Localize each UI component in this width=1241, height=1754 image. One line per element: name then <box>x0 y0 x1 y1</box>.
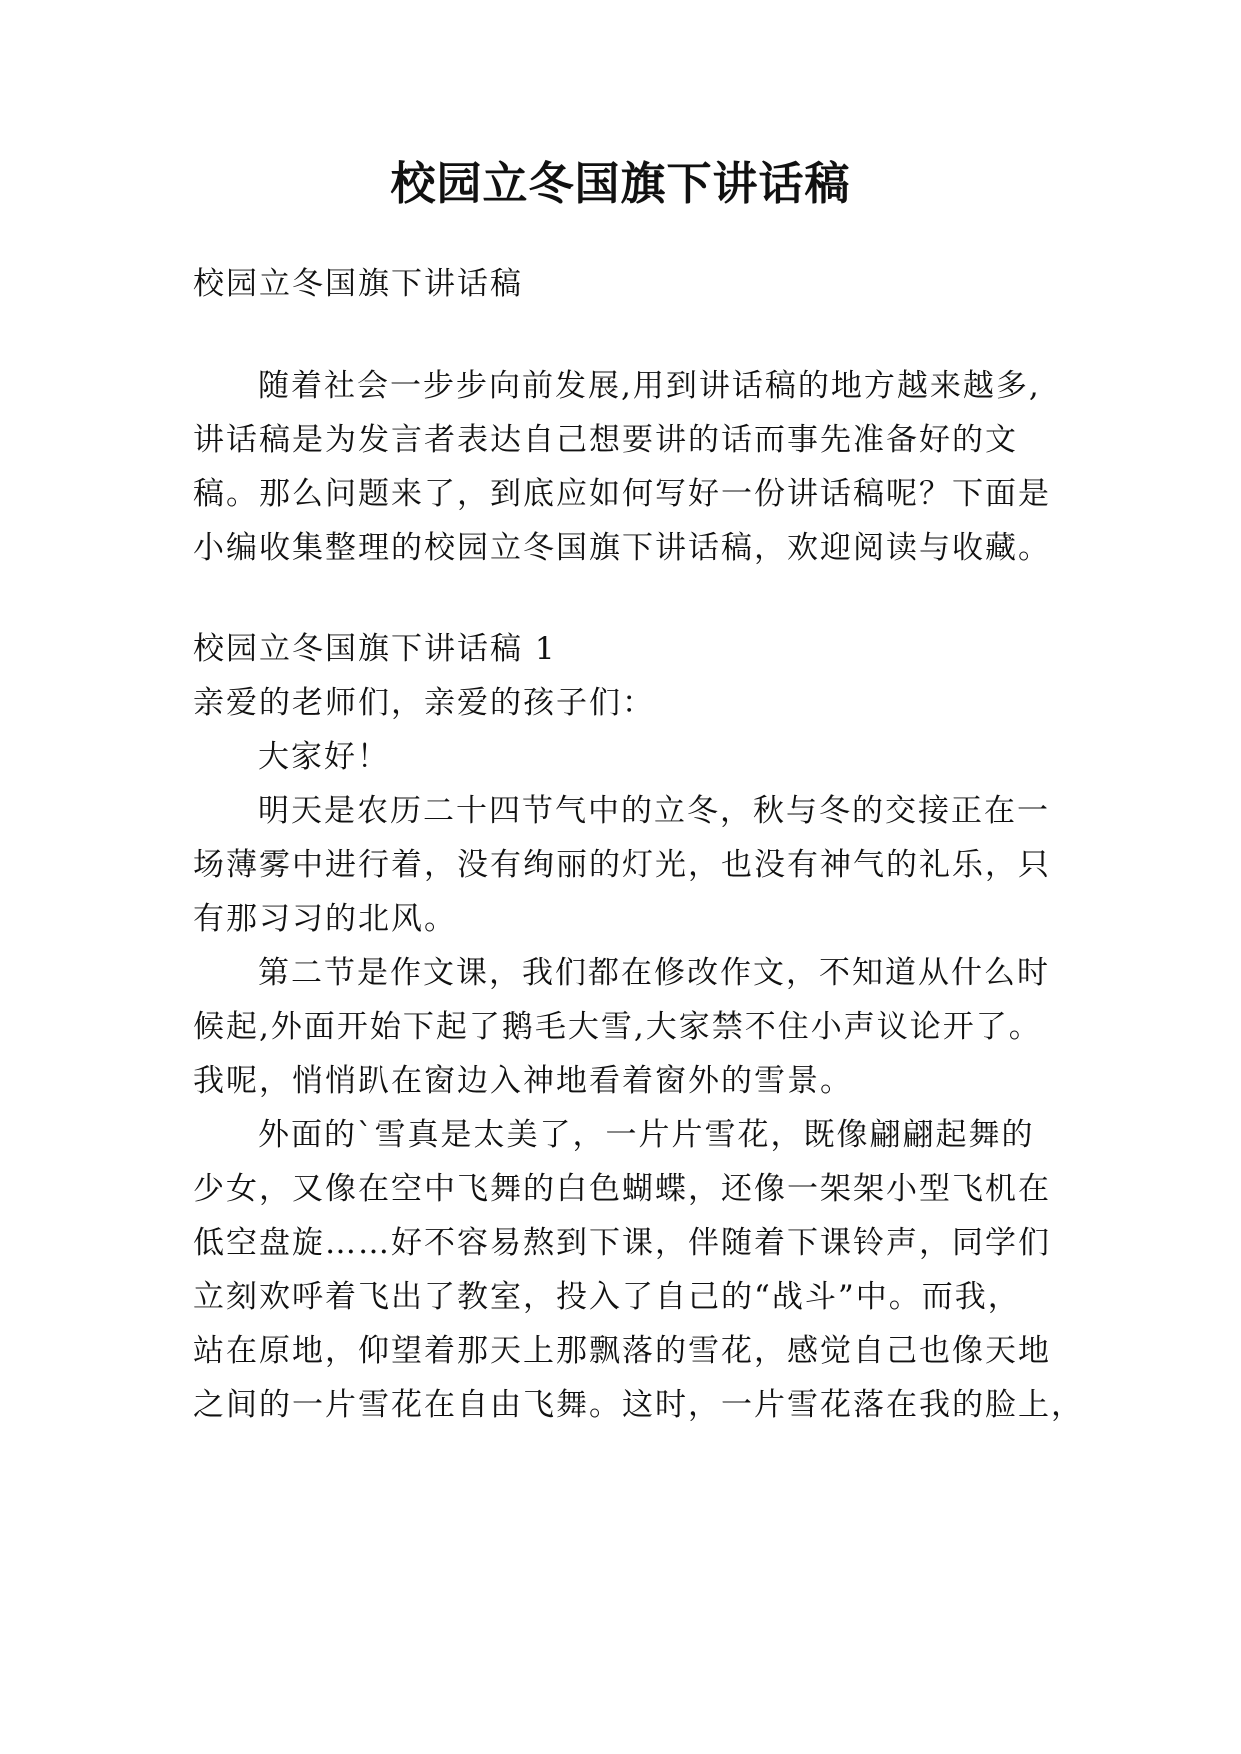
section-heading: 校园立冬国旗下讲话稿 1 <box>193 631 557 667</box>
intro-line: 稿。那么问题来了，到底应如何写好一份讲话稿呢？下面是 <box>193 476 1051 512</box>
paragraph-line: 候起,外面开始下起了鹅毛大雪,大家禁不住小声议论开了。 <box>193 1009 1042 1045</box>
paragraph-line: 站在原地，仰望着那天上那飘落的雪花，感觉自己也像天地 <box>193 1333 1051 1369</box>
paragraph-line: 我呢，悄悄趴在窗边入神地看着窗外的雪景。 <box>193 1063 853 1099</box>
paragraph-line: 立刻欢呼着飞出了教室，投入了自己的“战斗”中。而我， <box>193 1279 1021 1315</box>
paragraph-line: 第二节是作文课，我们都在修改作文，不知道从什么时 <box>258 955 1050 991</box>
paragraph-line: 明天是农历二十四节气中的立冬，秋与冬的交接正在一 <box>258 793 1050 829</box>
document-subtitle: 校园立冬国旗下讲话稿 <box>193 266 523 302</box>
salutation: 亲爱的老师们，亲爱的孩子们： <box>193 685 655 721</box>
paragraph-line: 外面的`雪真是太美了，一片片雪花，既像翩翩起舞的 <box>258 1117 1035 1153</box>
intro-line: 随着社会一步步向前发展,用到讲话稿的地方越来越多, <box>258 368 1041 404</box>
greeting: 大家好！ <box>258 739 390 775</box>
paragraph-line: 场薄雾中进行着，没有绚丽的灯光，也没有神气的礼乐，只 <box>193 847 1051 883</box>
paragraph-line: 有那习习的北风。 <box>193 901 457 937</box>
paragraph-line: 低空盘旋……好不容易熬到下课，伴随着下课铃声，同学们 <box>193 1225 1051 1261</box>
paragraph-line: 少女，又像在空中飞舞的白色蝴蝶，还像一架架小型飞机在 <box>193 1171 1051 1207</box>
document-title: 校园立冬国旗下讲话稿 <box>390 157 851 210</box>
intro-line: 小编收集整理的校园立冬国旗下讲话稿，欢迎阅读与收藏。 <box>193 530 1051 566</box>
paragraph-line: 之间的一片雪花在自由飞舞。这时，一片雪花落在我的脸上， <box>193 1387 1084 1423</box>
intro-line: 讲话稿是为发言者表达自己想要讲的话而事先准备好的文 <box>193 422 1018 458</box>
